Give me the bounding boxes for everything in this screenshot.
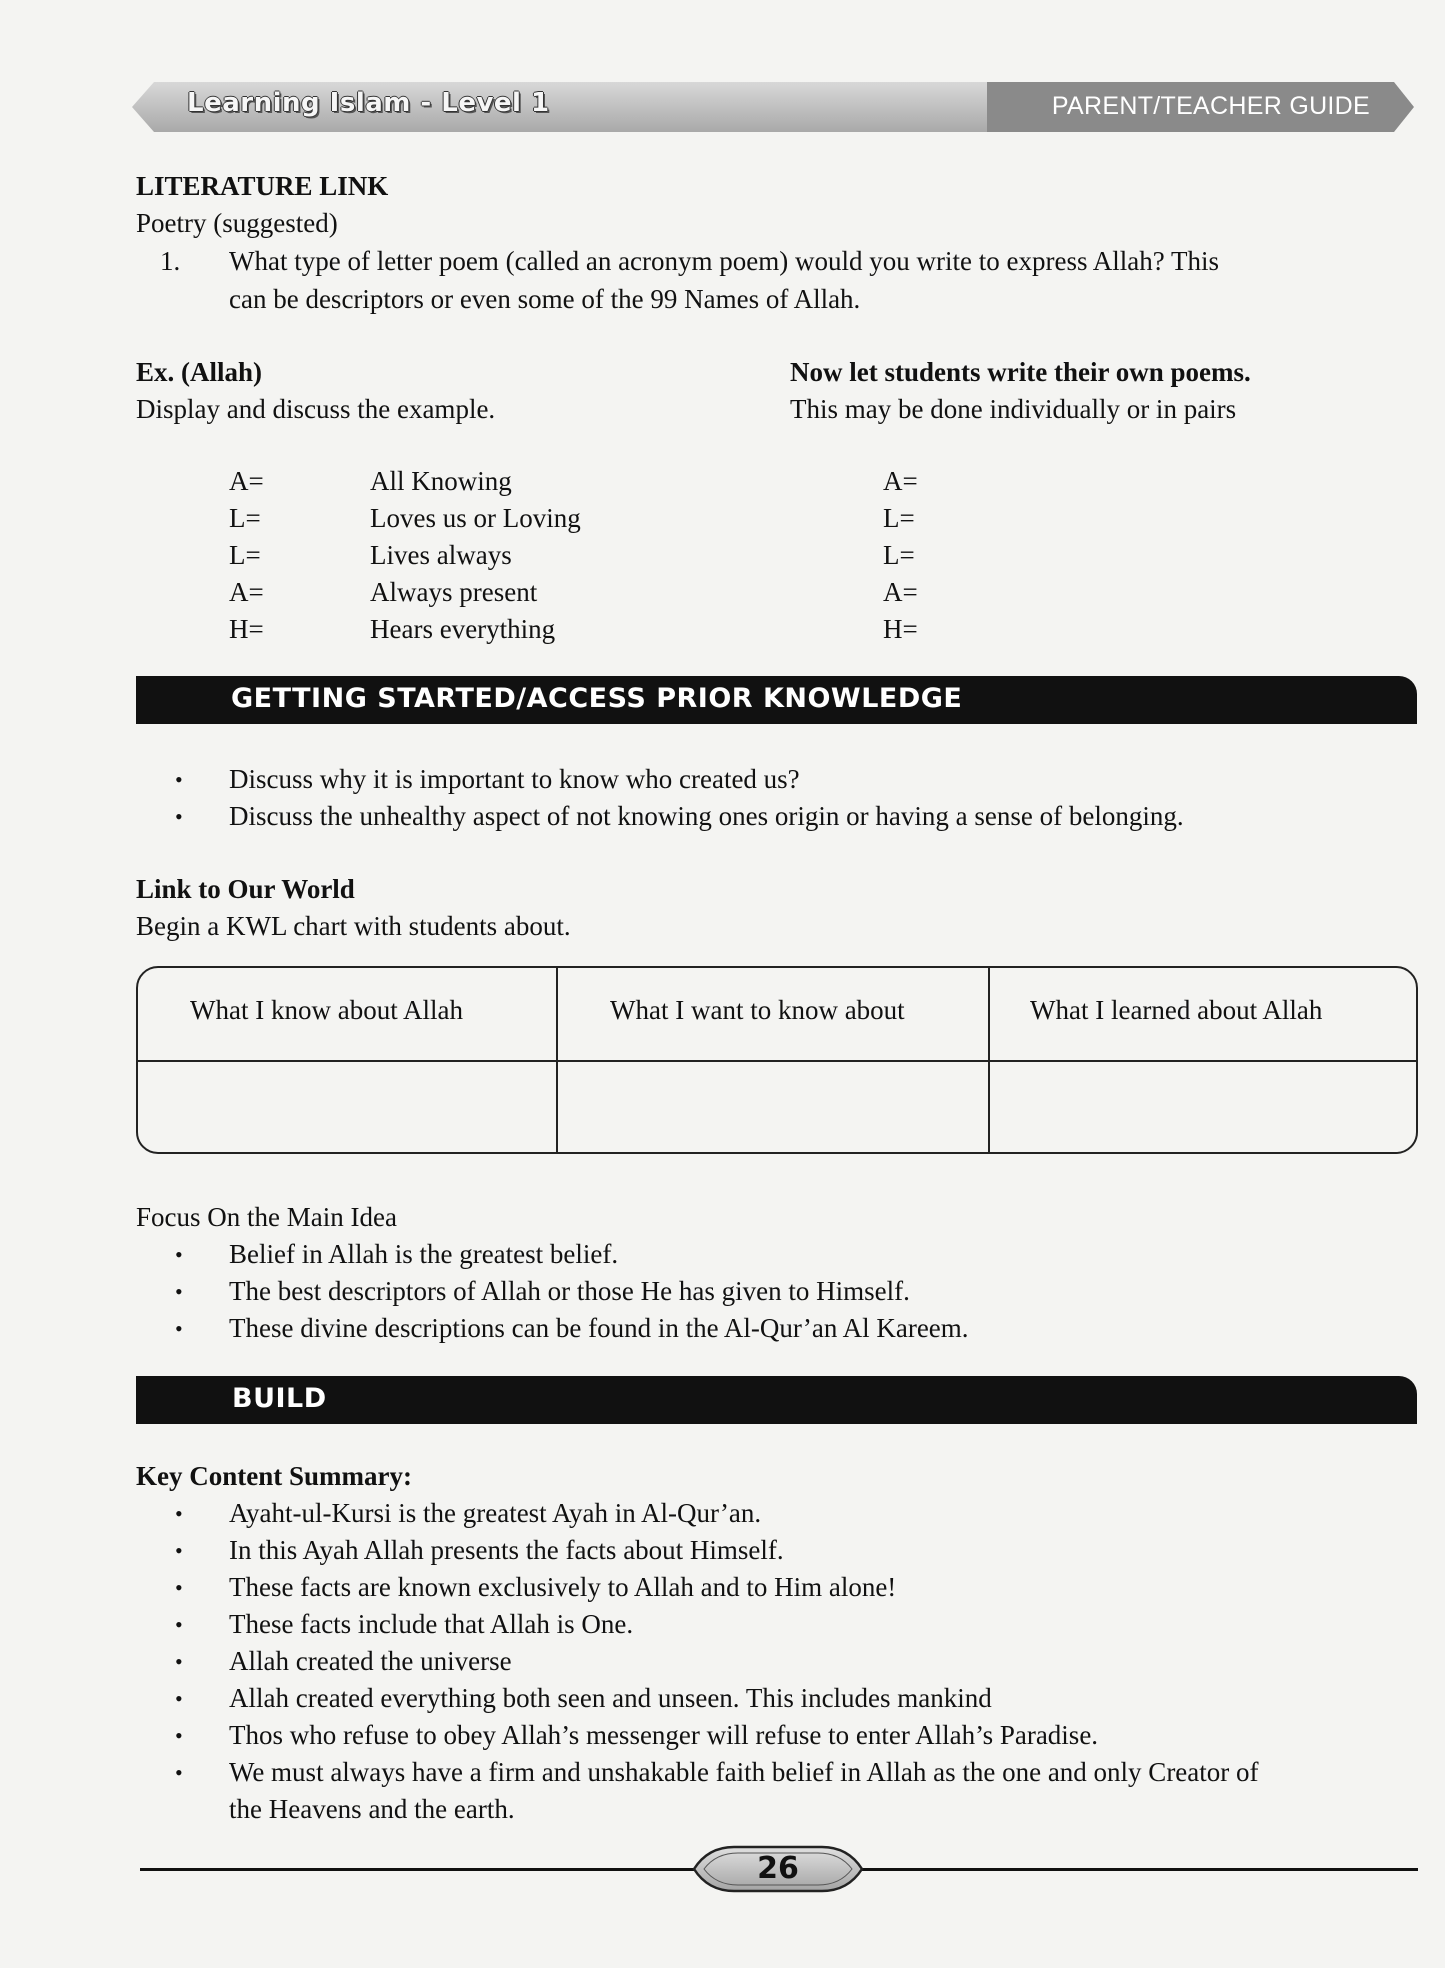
focus-heading: Focus On the Main Idea bbox=[136, 1202, 397, 1232]
literature-heading: LITERATURE LINK bbox=[136, 171, 389, 201]
blank-letter: A= bbox=[883, 577, 918, 607]
getting-started-bullet: Discuss the unhealthy aspect of not knowing ones origin or having a sense of belonging. bbox=[229, 801, 1184, 831]
summary-bullet: These facts are known exclusively to Allah and to Him alone! bbox=[229, 1572, 897, 1602]
example-heading: Ex. (Allah) bbox=[136, 357, 263, 387]
bullet-icon: • bbox=[175, 1723, 183, 1748]
acrostic-letter: L= bbox=[229, 540, 261, 570]
summary-bullet: These facts include that Allah is One. bbox=[229, 1609, 634, 1639]
blank-letter: L= bbox=[883, 540, 915, 570]
students-heading: Now let students write their own poems. bbox=[790, 357, 1251, 387]
kwl-header-learned: What I learned about Allah bbox=[1030, 995, 1323, 1025]
bullet-icon: • bbox=[175, 1316, 183, 1341]
summary-bullet-last-line1: We must always have a firm and unshakable faith belief in Allah as the one and only Creator of bbox=[229, 1757, 1259, 1787]
bullet-icon: • bbox=[175, 1612, 183, 1637]
summary-bullet: In this Ayah Allah presents the facts about Himself. bbox=[229, 1535, 784, 1565]
build-bar bbox=[136, 1376, 1417, 1424]
literature-item-number: 1. bbox=[160, 246, 181, 276]
link-heading: Link to Our World bbox=[136, 874, 355, 904]
link-text: Begin a KWL chart with students about. bbox=[136, 911, 571, 941]
getting-started-title: GETTING STARTED/ACCESS PRIOR KNOWLEDGE bbox=[231, 683, 963, 714]
example-text: Display and discuss the example. bbox=[136, 394, 496, 424]
kwl-column-divider bbox=[988, 968, 990, 1152]
acrostic-word: Hears everything bbox=[370, 614, 556, 644]
literature-item-line1: What type of letter poem (called an acronym poem) would you write to express Allah? This bbox=[229, 246, 1219, 276]
bullet-icon: • bbox=[175, 767, 183, 792]
literature-subheading: Poetry (suggested) bbox=[136, 208, 338, 238]
acrostic-word: Always present bbox=[370, 577, 538, 607]
header-banner bbox=[132, 82, 1414, 132]
header-title: Learning Islam - Level 1 bbox=[187, 88, 550, 118]
kwl-header-want: What I want to know about bbox=[610, 995, 905, 1025]
kwl-row-divider bbox=[138, 1060, 1416, 1062]
bullet-icon: • bbox=[175, 804, 183, 829]
acrostic-letter: L= bbox=[229, 503, 261, 533]
blank-letter: H= bbox=[883, 614, 918, 644]
bullet-icon: • bbox=[175, 1538, 183, 1563]
page-number: 26 bbox=[757, 1851, 799, 1886]
getting-started-bullet: Discuss why it is important to know who created us? bbox=[229, 764, 800, 794]
focus-bullet: These divine descriptions can be found in the Al-Qur’an Al Kareem. bbox=[229, 1313, 969, 1343]
bullet-icon: • bbox=[175, 1242, 183, 1267]
literature-item-line2: can be descriptors or even some of the 99 Names of Allah. bbox=[229, 284, 861, 314]
bullet-icon: • bbox=[175, 1279, 183, 1304]
summary-bullet: Thos who refuse to obey Allah’s messenger will refuse to enter Allah’s Paradise. bbox=[229, 1720, 1099, 1750]
bullet-icon: • bbox=[175, 1686, 183, 1711]
summary-heading: Key Content Summary: bbox=[136, 1461, 412, 1491]
bullet-icon: • bbox=[175, 1649, 183, 1674]
kwl-chart bbox=[136, 966, 1418, 1154]
blank-letter: A= bbox=[883, 466, 918, 496]
bullet-icon: • bbox=[175, 1575, 183, 1600]
acrostic-letter: A= bbox=[229, 466, 264, 496]
header-guide-label: PARENT/TEACHER GUIDE bbox=[1051, 92, 1370, 120]
summary-bullet: Allah created the universe bbox=[229, 1646, 512, 1676]
bullet-icon: • bbox=[175, 1760, 183, 1785]
getting-started-bar bbox=[136, 676, 1417, 724]
students-text: This may be done individually or in pairs bbox=[790, 394, 1237, 424]
acrostic-word: All Knowing bbox=[370, 466, 512, 496]
bullet-icon: • bbox=[175, 1501, 183, 1526]
kwl-header-know: What I know about Allah bbox=[190, 995, 463, 1025]
summary-bullet: Ayaht-ul-Kursi is the greatest Ayah in Al-Qur’an. bbox=[229, 1498, 762, 1528]
focus-bullet: Belief in Allah is the greatest belief. bbox=[229, 1239, 619, 1269]
summary-bullet: Allah created everything both seen and unseen. This includes mankind bbox=[229, 1683, 992, 1713]
acrostic-letter: A= bbox=[229, 577, 264, 607]
kwl-column-divider bbox=[556, 968, 558, 1152]
blank-letter: L= bbox=[883, 503, 915, 533]
build-title: BUILD bbox=[232, 1383, 327, 1414]
focus-bullet: The best descriptors of Allah or those He has given to Himself. bbox=[229, 1276, 910, 1306]
summary-bullet-last-line2: the Heavens and the earth. bbox=[229, 1794, 515, 1824]
acrostic-word: Loves us or Loving bbox=[370, 503, 581, 533]
acrostic-letter: H= bbox=[229, 614, 264, 644]
acrostic-word: Lives always bbox=[370, 540, 512, 570]
